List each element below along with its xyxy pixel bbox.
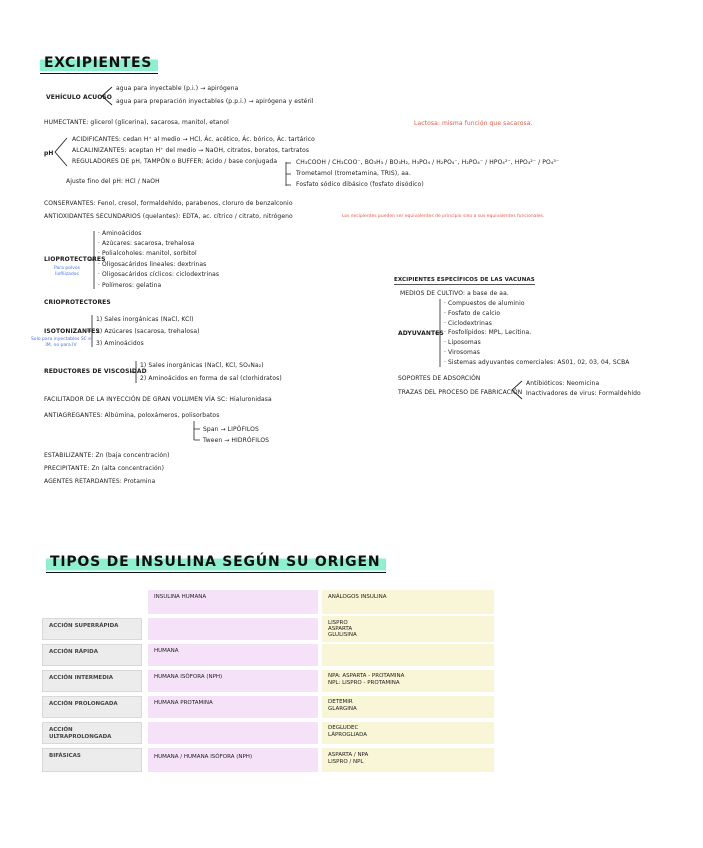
cell-bifasicas-humana: HUMANA / HUMANA ISÓFORA (NPH) bbox=[148, 748, 318, 772]
reductores-label: REDUCTORES DE VISCOSIDAD bbox=[44, 368, 147, 375]
header-analogos: ANÁLOGOS INSULINA bbox=[322, 590, 494, 614]
cell-intermedia-analogos: NPA: ASPARTA - PROTAMINA NPL: LISPRO - PROTAMINA bbox=[322, 670, 494, 692]
cell-superrapida-analogos: LISPRO ASPARTA GLULISINA bbox=[322, 616, 494, 642]
soportes-adsorcion: SOPORTES DE ADSORCIÓN bbox=[398, 375, 481, 382]
row-label-intermedia: ACCIÓN INTERMEDIA bbox=[42, 670, 142, 692]
lio-item-2: · Azúcares: sacarosa, trehalosa bbox=[98, 240, 195, 247]
lio-item-1: · Aminoácidos bbox=[98, 230, 142, 237]
lio-item-6: · Polímeros: gelatina bbox=[98, 282, 162, 289]
vacunas-medios: MEDIOS DE CULTIVO: a base de aa. bbox=[400, 290, 509, 297]
vehiculo-label: VEHÍCULO ACUOSO bbox=[46, 94, 113, 101]
humectante: HUMECTANTE: glicerol (glicerina), sacarosa, manitol, etanol bbox=[44, 119, 229, 126]
vehiculo-opt2: agua para preparación inyectables (p.p.i.) → apirógena y estéril bbox=[116, 98, 314, 105]
cell-intermedia-humana: HUMANA ISÓFORA (NPH) bbox=[148, 670, 318, 692]
adyuvante-7: · Sistemas adyuvantes comerciales: AS01, 02, 03, 04, SCBA bbox=[444, 359, 630, 366]
buffer-bracket bbox=[282, 160, 292, 188]
note-equivalentes: Los excipientes pueden ser equivalentes de principio sino a sus equivalentes funcionales. bbox=[342, 214, 545, 219]
row-label-superrapida: ACCIÓN SUPERRÁPIDA bbox=[42, 618, 142, 640]
page-title: EXCIPIENTES bbox=[40, 54, 158, 74]
estabilizante: ESTABILIZANTE: Zn (baja concentración) bbox=[44, 452, 170, 459]
cell-bifasicas-analogos: ASPARTA / NPA LISPRO / NPL bbox=[322, 748, 494, 772]
header-humana: INSULINA HUMANA bbox=[148, 590, 318, 614]
ph-ajuste: Ajuste fino del pH: HCl / NaOH bbox=[66, 178, 160, 185]
antioxidantes: ANTIOXIDANTES SECUNDARIOS (quelantes): EDTA, ac. cítrico / citrato, nitrógeno bbox=[44, 213, 293, 220]
cell-prolongada-humana: HUMANA PROTAMINA bbox=[148, 696, 318, 718]
ph-bracket bbox=[53, 136, 69, 168]
buffer-item-1: CH₃COOH / CH₃COO⁻, BO₃H₃ / BO₃H₂, H₃PO₄ / H₂PO₄⁻, H₂PO₄⁻ / HPO₄²⁻, HPO₄²⁻ / PO₄³⁻ bbox=[296, 159, 560, 166]
conservantes: CONSERVANTES: Fenol, cresol, formaldehído, parabenos, cloruro de benzalconio bbox=[44, 200, 293, 207]
facilitador: FACILITADOR DE LA INYECCIÓN DE GRAN VOLUMEN VÍA SC: Hialuronidasa bbox=[44, 396, 272, 403]
adyuvante-4: · Fosfolípidos: MPL, Lecitina. bbox=[444, 329, 532, 336]
row-label-rapida: ACCIÓN RÁPIDA bbox=[42, 644, 142, 666]
buffer-item-3: Fosfato sódico dibásico (fosfato disódico) bbox=[296, 181, 424, 188]
lio-item-4: · Oligosacáridos lineales: dextrinas bbox=[98, 261, 207, 268]
lio-item-3: · Polialcoholes: manitol, sorbitol bbox=[98, 250, 197, 257]
reductores-item-1: 1) Sales inorgánicas (NaCl, KCl, SO₄Na₂) bbox=[140, 362, 264, 369]
row-label-ultraprolongada: ACCIÓN ULTRAPROLONGADA bbox=[42, 722, 142, 744]
cell-rapida-analogos bbox=[322, 644, 494, 666]
lio-item-5: · Oligosacáridos cíclicos: ciclodextrinas bbox=[98, 271, 220, 278]
isotonizantes-bracket bbox=[86, 314, 96, 348]
precipitante: PRECIPITANTE: Zn (alta concentración) bbox=[44, 465, 165, 472]
iso-item-1: 1) Sales inorgánicas (NaCl, KCl) bbox=[96, 316, 194, 323]
adyuvante-1: · Compuestos de aluminio bbox=[444, 300, 525, 307]
isotonizantes-label: ISOTONIZANTES bbox=[44, 328, 100, 335]
row-label-bifasicas: BIFÁSICAS bbox=[42, 748, 142, 772]
cell-ultraprolongada-analogos: DEGLUDEC LÁPROGLIADA bbox=[322, 722, 494, 744]
insulina-title: TIPOS DE INSULINA SEGÚN SU ORIGEN bbox=[46, 553, 386, 573]
adyuvantes-bracket bbox=[434, 298, 444, 368]
adyuvante-6: · Virosomas bbox=[444, 349, 481, 356]
polisorbatos-bracket bbox=[190, 420, 202, 444]
tween-item: Tween → HIDRÓFILOS bbox=[203, 437, 270, 444]
trazas-item-2: Inactivadores de virus: Formaldehído bbox=[526, 390, 641, 397]
ph-label: pH bbox=[44, 150, 54, 157]
vehiculo-opt1: agua para inyectable (p.i.) → apirógena bbox=[116, 85, 239, 92]
adyuvante-2: · Fosfato de calcio bbox=[444, 310, 501, 317]
reductores-item-2: 2) Aminoácidos en forma de sal (clorhidratos) bbox=[140, 375, 282, 382]
trazas-label: TRAZAS DEL PROCESO DE FABRICACIÓN bbox=[398, 389, 523, 396]
cell-prolongada-analogos: DETEMIR GLARGINA bbox=[322, 696, 494, 718]
isotonizantes-side: Solo para inyectables SC e IM, no para IV bbox=[30, 337, 92, 348]
cell-superrapida-humana bbox=[148, 618, 318, 640]
lioprotectores-side: Para polvos liofilizados bbox=[54, 266, 80, 277]
note-lactosa: Lactosa: misma función que sacarosa. bbox=[414, 120, 533, 127]
adyuvante-5: · Liposomas bbox=[444, 339, 481, 346]
adyuvante-3: · Ciclodextrinas bbox=[444, 320, 492, 327]
lioprotectores-bracket bbox=[88, 230, 98, 290]
span-item: Span → LIPÓFILOS bbox=[203, 426, 259, 433]
vacunas-title: EXCIPIENTES ESPECÍFICOS DE LAS VACUNAS bbox=[394, 277, 535, 283]
vehiculo-bracket bbox=[100, 86, 114, 106]
agentes-retardantes: AGENTES RETARDANTES: Protamina bbox=[44, 478, 156, 485]
trazas-bracket bbox=[510, 380, 524, 400]
adyuvantes-label: ADYUVANTES bbox=[398, 330, 444, 337]
trazas-item-1: Antibióticos: Neomicina bbox=[526, 380, 600, 387]
ph-buffer: REGULADORES DE pH, TAMPÓN o BUFFER: ácido / base conjugada bbox=[72, 158, 278, 165]
ph-acidificantes: ACIDIFICANTES: cedan H⁺ al medio → HCl, Ác. acético, Ác. bórico, Ác. tartárico bbox=[72, 136, 315, 143]
antiagregantes: ANTIAGREGANTES: Albúmina, poloxámeros, polisorbatos bbox=[44, 412, 220, 419]
lioprotectores-label: LIOPROTECTORES bbox=[44, 256, 106, 263]
cell-rapida-humana: HUMANA bbox=[148, 644, 318, 666]
crioprotectores-label: CRIOPROTECTORES bbox=[44, 299, 111, 306]
ph-alcalinizantes: ALCALINIZANTES: aceptan H⁺ del medio → NaOH, citratos, boratos, tartratos bbox=[72, 147, 310, 154]
row-label-prolongada: ACCIÓN PROLONGADA bbox=[42, 696, 142, 718]
iso-item-3: 3) Aminoácidos bbox=[96, 340, 144, 347]
iso-item-2: 2) Azúcares (sacarosa, trehalosa) bbox=[96, 328, 200, 335]
buffer-item-2: Trometamol (trometamina, TRIS), aa. bbox=[296, 170, 411, 177]
reductores-bracket bbox=[130, 360, 140, 384]
cell-ultraprolongada-humana bbox=[148, 722, 318, 744]
